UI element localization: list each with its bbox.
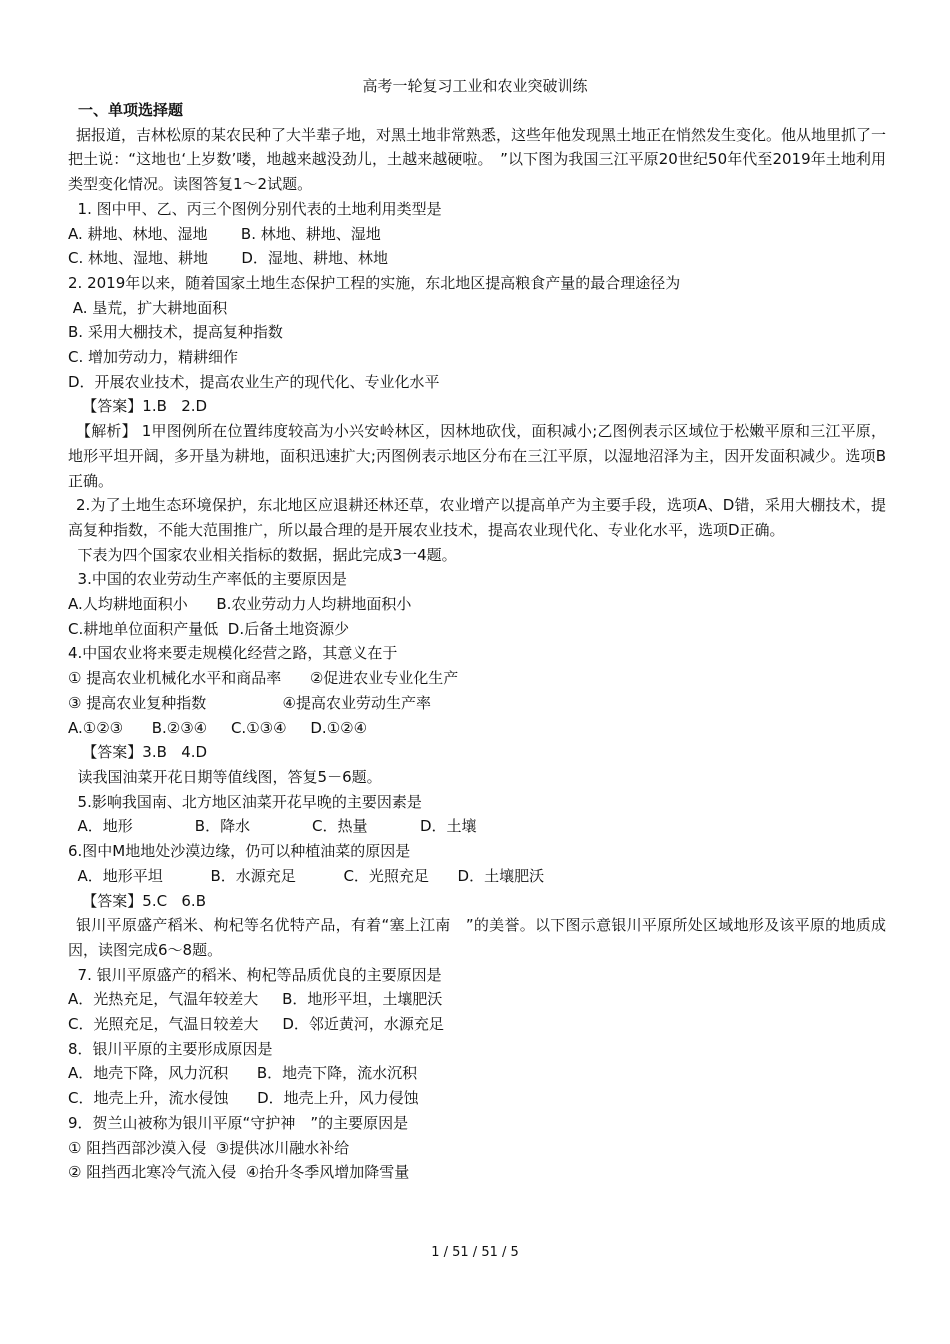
question-8-options-ab: A．地壳下降，风力沉积 B．地壳下降，流水沉积 <box>68 1064 418 1083</box>
question-7: 7. 银川平原盛产的稻米、枸杞等品质优良的主要原因是 <box>68 965 442 984</box>
question-9: 9．贺兰山被称为银川平原“守护神 ”的主要原因是 <box>68 1113 409 1132</box>
question-2: 2. 2019年以来，随着国家土地生态保护工程的实施，东北地区提高粮食产量的最合理途径为 <box>68 273 681 292</box>
answer-1-2: 【答案】1.B 2.D <box>68 397 208 416</box>
question-3: 3.中国的农业劳动生产率低的主要原因是 <box>68 570 347 589</box>
intro-paragraph-3: 读我国油菜开花日期等值线图，答复5－6题。 <box>68 767 382 786</box>
question-4-items-12: ① 提高农业机械化水平和商品率 ②促进农业专业化生产 <box>68 669 459 688</box>
section-heading: 一、单项选择题 <box>78 101 184 119</box>
explanation-2: 2.为了土地生态环境保护，东北地区应退耕还林还草，农业增产以提高单产为主要手段，选项A、D错，采用大棚技术，提高复种指数，不能大范围推广，所以最合理的是开展农业技术，提高农业现代化、专业化水平，选项D正确。 <box>68 496 886 539</box>
question-4: 4.中国农业将来要走规模化经营之路，其意义在于 <box>68 644 398 663</box>
question-9-items-24: ② 阻挡西北寒冷气流入侵 ④抬升冬季风增加降雪量 <box>68 1163 410 1182</box>
intro-paragraph-2: 下表为四个国家农业相关指标的数据，据此完成3一4题。 <box>68 545 457 564</box>
document-body <box>68 98 886 1185</box>
question-4-options: A.①②③ B.②③④ C.①③④ D.①②④ <box>68 718 368 737</box>
question-3-options-ab: A.人均耕地面积小 B.农业劳动力人均耕地面积小 <box>68 595 412 614</box>
question-7-options-ab: A．光热充足，气温年较差大 B．地形平坦，土壤肥沃 <box>68 990 443 1009</box>
page-number: 1 / 51 / 51 / 5 <box>431 1245 519 1260</box>
question-6-options: A．地形平坦 B．水源充足 C．光照充足 D．土壤肥沃 <box>68 866 545 885</box>
question-1: 1. 图中甲、乙、丙三个图例分别代表的土地利用类型是 <box>68 199 442 218</box>
question-2-option-a: A. 垦荒，扩大耕地面积 <box>68 298 228 317</box>
answer-5-6: 【答案】5.C 6.B <box>68 891 206 910</box>
answer-3-4: 【答案】3.B 4.D <box>68 743 208 762</box>
question-9-items-13: ① 阻挡西部沙漠入侵 ③提供冰川融水补给 <box>68 1138 350 1157</box>
question-1-options-ab: A. 耕地、林地、湿地 B. 林地、耕地、湿地 <box>68 224 381 243</box>
question-2-option-d: D．开展农业技术，提高农业生产的现代化、专业化水平 <box>68 372 440 391</box>
intro-paragraph-4: 银川平原盛产稻米、枸杞等名优特产品，有着“塞上江南 ”的美誉。以下图示意银川平原所处区域地形及该平原的地质成因，读图完成6～8题。 <box>68 916 886 959</box>
question-8-options-cd: C．地壳上升，流水侵蚀 D．地壳上升，风力侵蚀 <box>68 1089 419 1108</box>
question-2-option-b: B. 采用大棚技术，提高复种指数 <box>68 323 283 342</box>
question-3-options-cd: C.耕地单位面积产量低 D.后备土地资源少 <box>68 619 350 638</box>
explanation-1: 【解析】 1甲图例所在位置纬度较高为小兴安岭林区，因林地砍伐，面积减小;乙图例表示区域位于松嫩平原和三江平原，地形平坦开阔，多开垦为耕地，面积迅速扩大;丙图例表示地区分布在三江平原，以湿地沼泽为主，因开发面积减少。选项B正确。 <box>68 422 886 490</box>
question-5: 5.影响我国南、北方地区油菜开花早晚的主要因素是 <box>68 792 422 811</box>
question-1-options-cd: C. 林地、湿地、耕地 D．湿地、耕地、林地 <box>68 249 388 268</box>
question-8: 8．银川平原的主要形成原因是 <box>68 1039 273 1058</box>
intro-paragraph-1: 据报道，吉林松原的某农民种了大半辈子地，对黑土地非常熟悉，这些年他发现黑土地正在悄然发生变化。他从地里抓了一把土说：“这地也‘上岁数’喽，地越来越没劲儿，土越来越硬啦。 ”以下图为我国三江平原20世纪50年代至2019年土地利用类型变化情况。读图答复1～2试题。 <box>68 125 887 194</box>
question-7-options-cd: C．光照充足，气温日较差大 D．邻近黄河，水源充足 <box>68 1015 444 1034</box>
question-4-items-34: ③ 提高农业复种指数 ④提高农业劳动生产率 <box>68 693 431 712</box>
question-6: 6.图中M地地处沙漠边缘，仍可以种植油菜的原因是 <box>68 842 411 861</box>
page-title: 高考一轮复习工业和农业突破训练 <box>362 77 588 95</box>
question-2-option-c: C. 增加劳动力，精耕细作 <box>68 348 239 367</box>
question-5-options: A．地形 B．降水 C．热量 D．土壤 <box>68 817 477 836</box>
